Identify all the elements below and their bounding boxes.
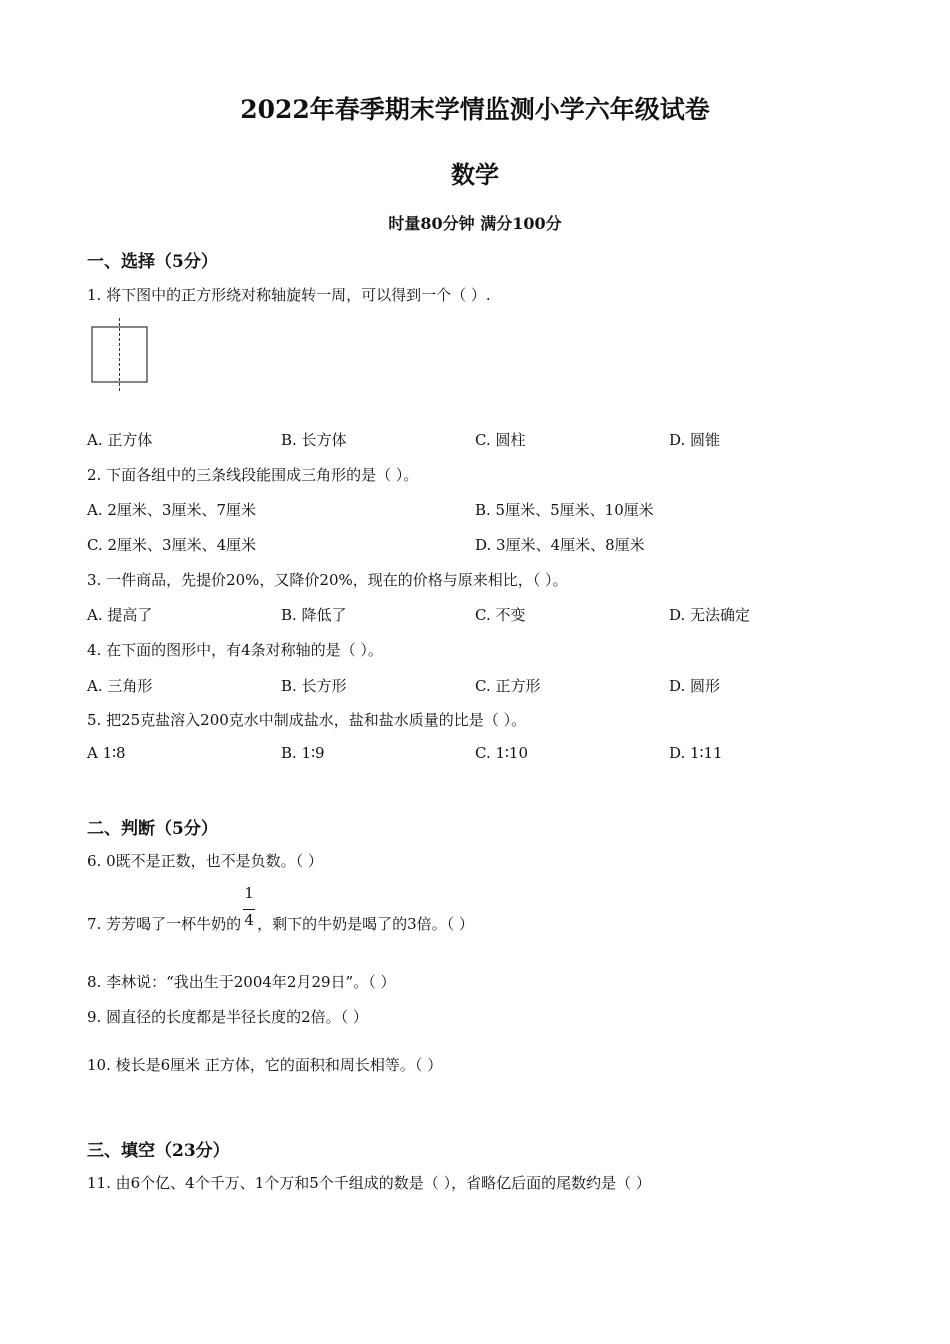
question-1: 1. 将下图中的正方形绕对称轴旋转一周，可以得到一个（ ）.	[87, 286, 491, 304]
question-2: 2. 下面各组中的三条线段能围成三角形的是（ ）。	[87, 466, 419, 484]
fraction-denominator: 4	[244, 911, 254, 929]
square-with-axis-figure	[88, 316, 152, 392]
q1-option-d[interactable]: D. 圆锥	[669, 431, 721, 449]
exam-meta: 时量80分钟 满分100分	[388, 214, 562, 233]
question-3: 3. 一件商品，先提价20%，又降价20%，现在的价格与原来相比，（ ）。	[87, 571, 568, 589]
question-11: 11. 由6个亿、4个千万、1个万和5个千组成的数是（ ），省略亿后面的尾数约是（ ）	[87, 1174, 651, 1192]
q1-option-a[interactable]: A. 正方体	[87, 431, 153, 449]
question-5: 5. 把25克盐溶入200克水中制成盐水，盐和盐水质量的比是（ ）。	[87, 711, 527, 729]
question-6: 6. 0既不是正数，也不是负数。（ ）	[87, 852, 323, 870]
q1-option-c[interactable]: C. 圆柱	[475, 431, 526, 449]
q4-option-c[interactable]: C. 正方形	[475, 677, 541, 695]
q3-option-c[interactable]: C. 不变	[475, 606, 526, 624]
q4-option-b[interactable]: B. 长方形	[281, 677, 347, 695]
q4-option-d[interactable]: D. 圆形	[669, 677, 721, 695]
question-9: 9. 圆直径的长度都是半径长度的2倍。（ ）	[87, 1008, 368, 1026]
q3-option-a[interactable]: A. 提高了	[87, 606, 153, 624]
section-heading-choice: 一、选择（5分）	[87, 252, 218, 272]
q2-option-b[interactable]: B. 5厘米、5厘米、10厘米	[475, 501, 654, 519]
q3-option-b[interactable]: B. 降低了	[281, 606, 347, 624]
fraction-one-quarter	[241, 884, 257, 929]
q5-option-d[interactable]: D. 1∶11	[669, 744, 723, 762]
q4-option-a[interactable]: A. 三角形	[87, 677, 153, 695]
subject-title: 数学	[451, 160, 499, 189]
q2-option-a[interactable]: A. 2厘米、3厘米、7厘米	[87, 501, 256, 519]
q2-option-c[interactable]: C. 2厘米、3厘米、4厘米	[87, 536, 257, 554]
question-7	[87, 884, 474, 934]
section-heading-judge: 二、判断（5分）	[87, 819, 218, 839]
fraction-bar	[243, 909, 255, 910]
section-heading-fill: 三、填空（23分）	[87, 1141, 230, 1161]
q7-text-before: 7. 芳芳喝了一杯牛奶的	[87, 915, 242, 933]
q1-option-b[interactable]: B. 长方体	[281, 431, 347, 449]
q2-option-d[interactable]: D. 3厘米、4厘米、8厘米	[475, 536, 645, 554]
q5-option-c[interactable]: C. 1∶10	[475, 744, 529, 762]
q5-option-a[interactable]: A 1∶8	[87, 744, 126, 762]
question-4: 4. 在下面的图形中，有4条对称轴的是（ ）。	[87, 641, 383, 659]
question-8: 8. 李林说：“我出生于2004年2月29日”。（ ）	[87, 973, 396, 991]
q7-text-after: ，剩下的牛奶是喝了的3倍。（ ）	[257, 915, 474, 933]
page-title: 2022年春季期末学情监测小学六年级试卷	[240, 95, 710, 124]
fraction-numerator: 1	[244, 884, 254, 902]
question-10: 10. 棱长是6厘米 正方体，它的面积和周长相等。（ ）	[87, 1056, 443, 1074]
q5-option-b[interactable]: B. 1∶9	[281, 744, 325, 762]
q3-option-d[interactable]: D. 无法确定	[669, 606, 751, 624]
